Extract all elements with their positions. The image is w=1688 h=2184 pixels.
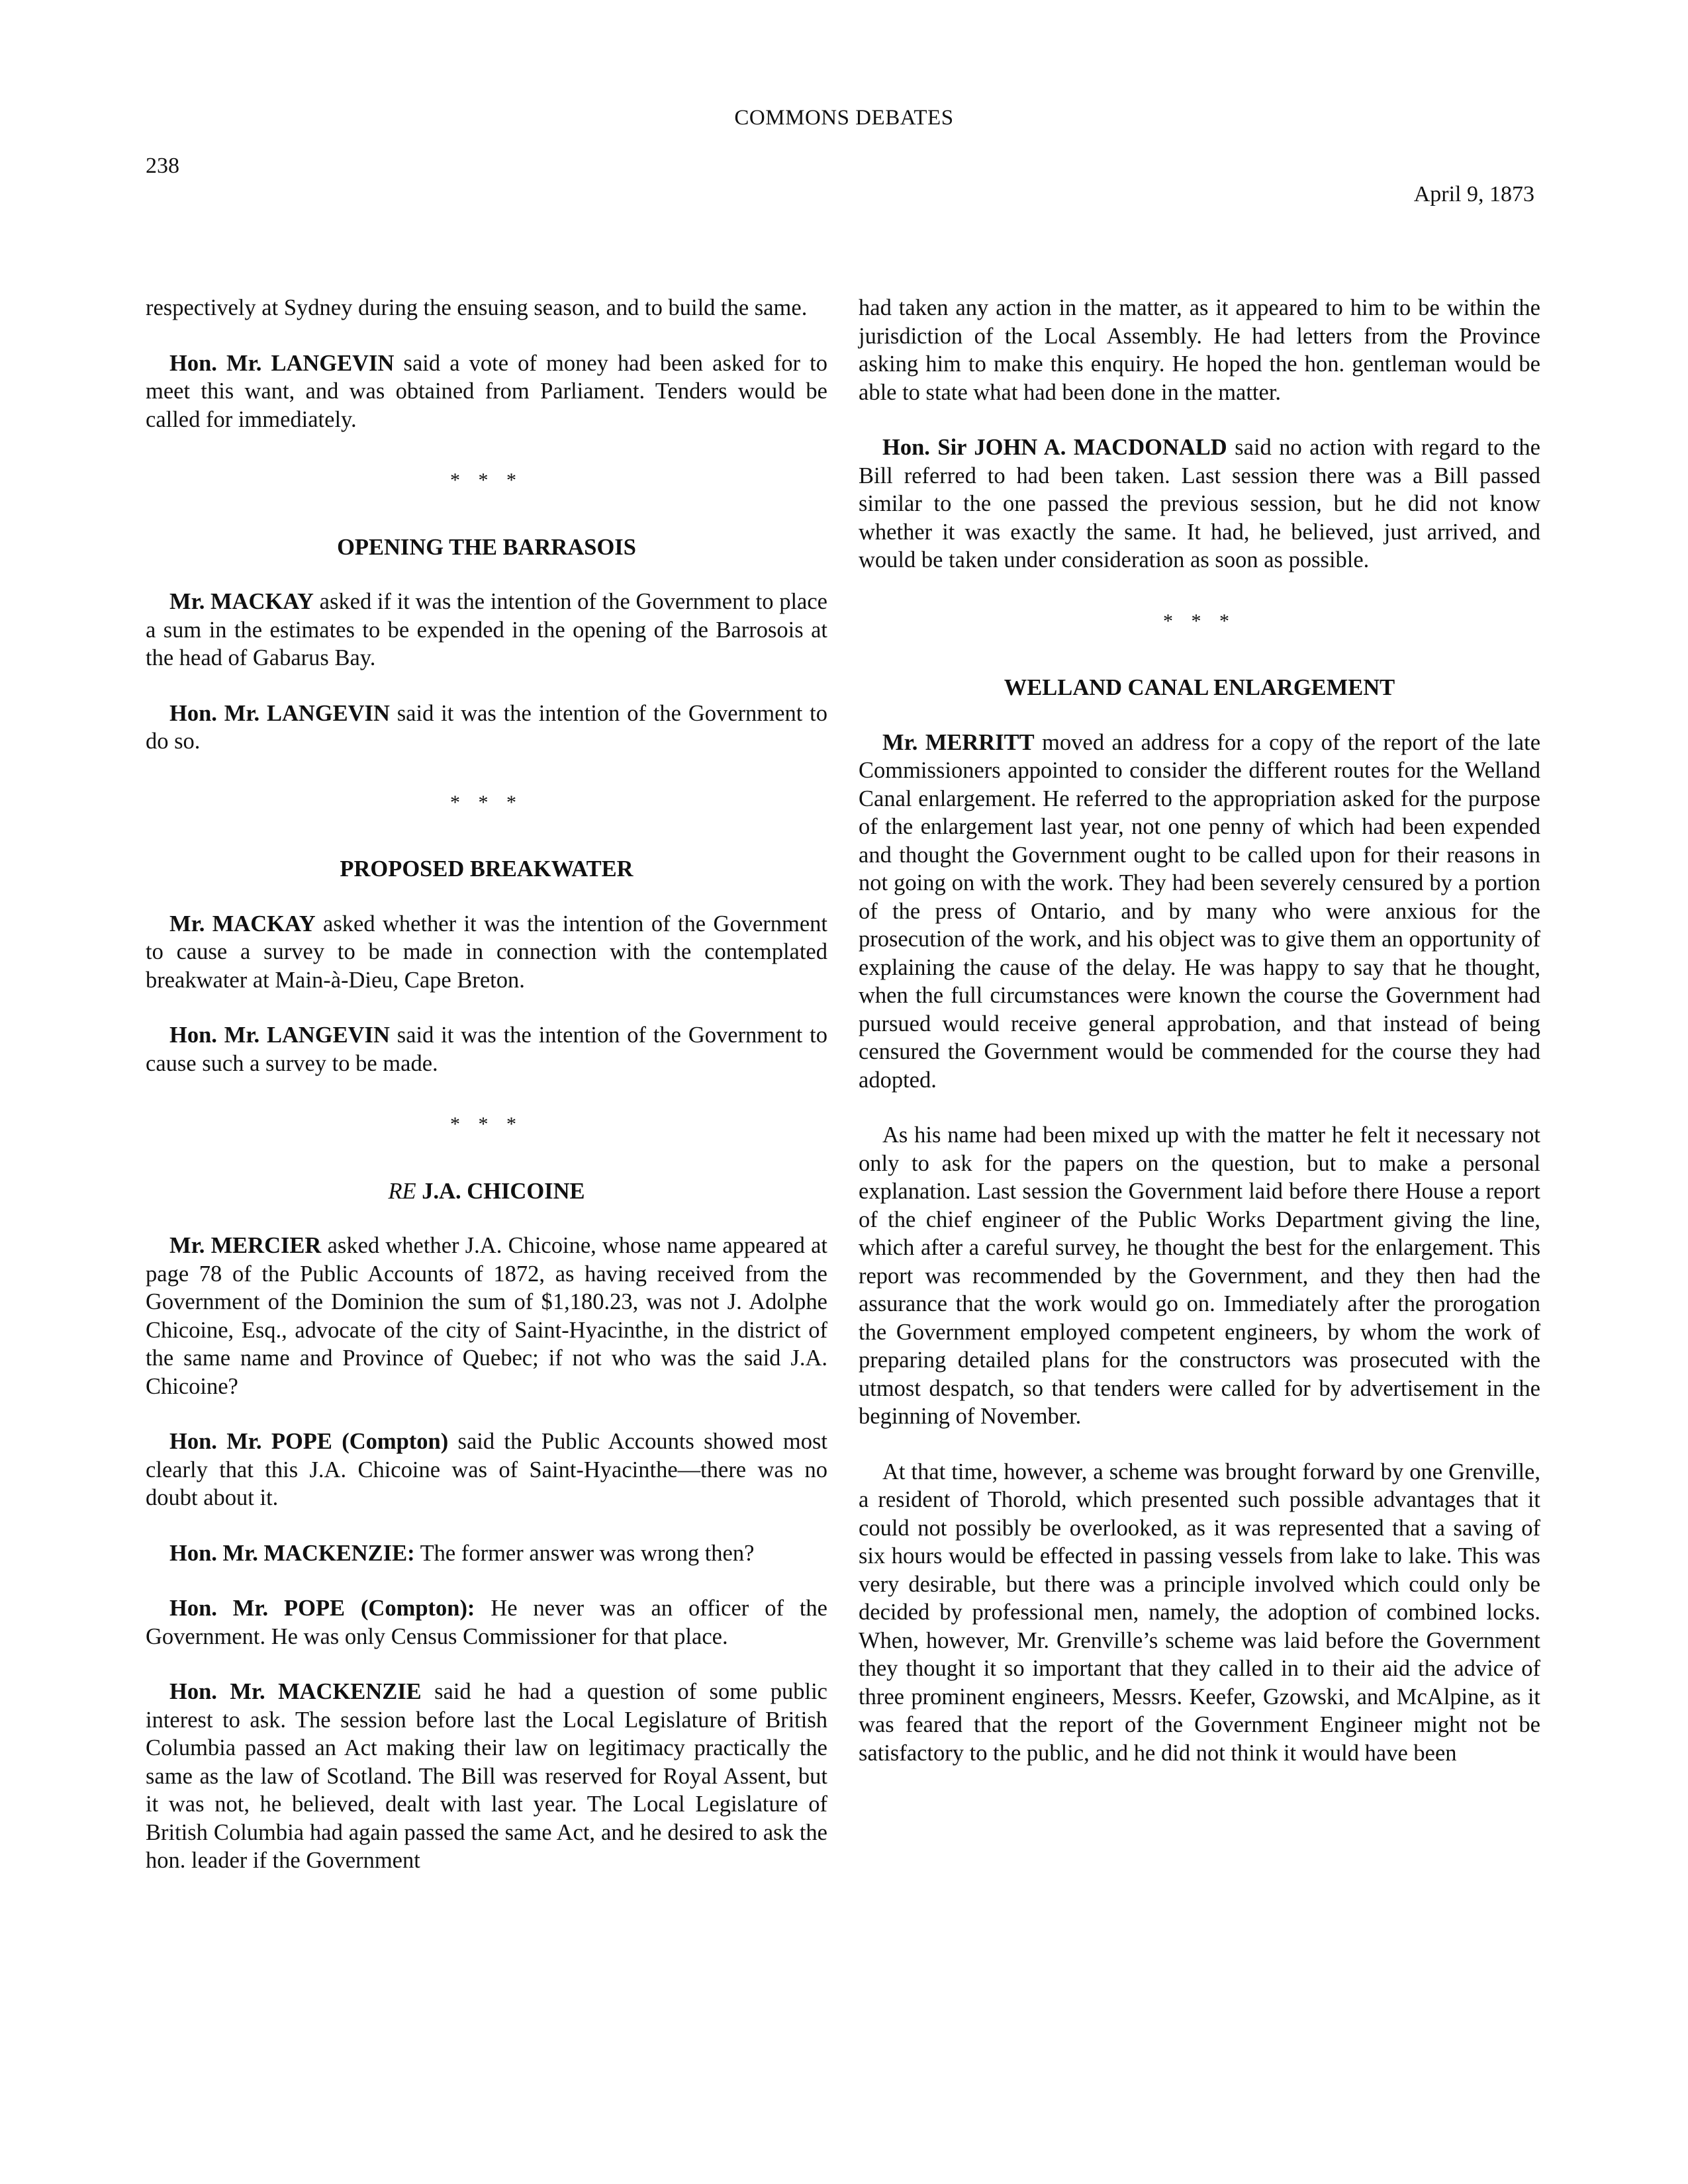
speech-text: asked whether it was the intention of the Government to cause a survey to be made in connection with the contemplated breakwater at Main-à-Dieu, Cape Breton. (146, 911, 827, 993)
speech-paragraph (859, 433, 1540, 574)
speaker-name: Hon. Mr. POPE (Compton) (169, 1429, 449, 1454)
speech-paragraph (146, 1428, 827, 1512)
speech-paragraph (146, 1678, 827, 1875)
speech-paragraph (146, 700, 827, 756)
speaker-name: Mr. MERRITT (882, 729, 1035, 755)
speech-paragraph (146, 910, 827, 995)
section-heading: WELLAND CANAL ENLARGEMENT (1004, 675, 1395, 700)
section-separator: * * * (1163, 610, 1236, 632)
speaker-name: Mr. MACKAY (169, 911, 316, 936)
speech-text: said no action with regard to the Bill referred to had been taken. Last session there was a Bill passed similar to the one passed the previous session, but he did not know whether it was exactly the same. It had, he believed, just arrived, and would be taken under consideration as soon as possible. (859, 435, 1540, 572)
speaker-name: Hon. Mr. LANGEVIN (169, 700, 390, 726)
speech-text: said a vote of money had been asked for to meet this want, and was obtained from Parliament. Tenders would be called for immediately. (146, 350, 827, 432)
speech-text: said it was the intention of the Government to cause such a survey to be made. (146, 1023, 827, 1076)
page-number: 238 (146, 154, 179, 178)
speech-paragraph (146, 1594, 827, 1651)
heading-text: J.A. CHICOINE (416, 1178, 585, 1204)
speech-text: asked whether J.A. Chicoine, whose name appeared at page 78 of the Public Accounts of 1872, as having received from the Government of the Dominion the sum of $1,180.23, was not J. Adolphe Chicoine, Esq., advocate of the city of Saint-Hyacinthe, in the district of the same name and Province of Quebec; if not who was the said J.A. Chicoine? (146, 1233, 827, 1399)
page-date: April 9, 1873 (1413, 182, 1534, 206)
paragraph: As his name had been mixed up with the matter he felt it necessary not only to ask for the papers on the question, but to make a personal explanation. Last session the Government laid before there House a report of the chief engineer of the Public Works Department giving the line, which after a careful survey, he thought the best for the enlargement. This report was recommended by the Government, and they then had the assurance that the work would go on. Immediately after the prorogation the Government employed competent engineers, by whom the work of preparing detailed plans for the constructors was prosecuted with the utmost despatch, so that tenders were called for by advertisement in the beginning of November. (859, 1122, 1540, 1429)
speech-paragraph (146, 1539, 827, 1568)
speech-paragraph (146, 588, 827, 672)
speech-text: He never was an officer of the Government. He was only Census Commissioner for that place. (146, 1596, 827, 1649)
running-head: COMMONS DEBATES (734, 106, 954, 130)
paragraph: At that time, however, a scheme was brought forward by one Grenville, a resident of Thorold, which presented such possible advantages that it could not possibly be overlooked, as it was represented that a saving of six hours would be effected in passing vessels from lake to lake. This was very desirable, but there was a principle involved which could only be decided by professional men, namely, the adoption of combined locks. When, however, Mr. Grenville’s scheme was laid before the Government they thought it so important that they called in to their aid the advice of three prominent engineers, Messrs. Keefer, Gzowski, and McAlpine, as it was feared that the report of the Government Engineer might not be satisfactory to the public, and he did not think it would have been (859, 1459, 1540, 1766)
speech-text: said the Public Accounts showed most clearly that this J.A. Chicoine was of Saint-Hyacinthe—there was no doubt about it. (146, 1429, 827, 1510)
section-heading (146, 1177, 827, 1206)
speaker-name: Hon. Mr. LANGEVIN (169, 1023, 390, 1048)
speech-text: said it was the intention of the Government to do so. (146, 700, 827, 754)
section-heading: OPENING THE BARRASOIS (337, 534, 636, 560)
speaker-name: Mr. MERCIER (169, 1233, 322, 1258)
speech-text: The former answer was wrong then? (414, 1540, 755, 1566)
section-separator: * * * (450, 791, 523, 813)
speaker-name: Mr. MACKAY (169, 589, 314, 614)
speaker-name: Hon. Mr. MACKENZIE: (169, 1540, 415, 1566)
speech-text: moved an address for a copy of the report of the late Commissioners appointed to consider the different routes for the Welland Canal enlargement. He referred to the appropriation asked for the purpose of the enlargement last year, not one penny of which had been expended and thought the Government ought to be called upon for their reasons in not going on with the work. They had been severely censured by a portion of the press of Ontario, and by many who were anxious for the prosecution of the work, and his object was to give them an opportunity of explaining the cause of the delay. He was happy to say that he thought, when the full circumstances were known the course the Government had pursued would receive general approbation, and that instead of being censured the Government would be commended for the course they had adopted. (859, 729, 1541, 1093)
speaker-name: Hon. Mr. POPE (Compton): (169, 1596, 475, 1621)
right-column (859, 294, 1540, 1794)
speech-paragraph (859, 729, 1540, 1095)
speech-paragraph (146, 1021, 827, 1077)
speaker-name: Hon. Sir JOHN A. MACDONALD (882, 435, 1227, 460)
paragraph: respectively at Sydney during the ensuing season, and to build the same. (146, 295, 808, 320)
speaker-name: Hon. Mr. MACKENZIE (169, 1679, 422, 1704)
heading-prefix: RE (388, 1178, 416, 1204)
section-separator: * * * (450, 469, 523, 491)
section-separator: * * * (450, 1113, 523, 1135)
speech-paragraph (146, 1232, 827, 1400)
speech-text: said he had a question of some public interest to ask. The session before last the Local Legislature of British Columbia passed an Act making their law on legitimacy practically the same as the law of Scotland. The Bill was reserved for Royal Assent, but it was not, he believed, dealt with last year. The Local Legislature of British Columbia had again passed the same Act, and he desired to ask the hon. leader if the Government (146, 1679, 827, 1873)
speech-paragraph (146, 349, 827, 434)
paragraph: had taken any action in the matter, as it appeared to him to be within the jurisdiction of the Local Assembly. He had letters from the Province asking him to make this enquiry. He hoped the hon. gentleman would be able to state what had been done in the matter. (859, 295, 1540, 405)
speech-text: asked if it was the intention of the Government to place a sum in the estimates to be expended in the opening of the Barrosois at the head of Gabarus Bay. (146, 589, 827, 670)
speaker-name: Hon. Mr. LANGEVIN (169, 350, 395, 376)
left-column (146, 294, 827, 1902)
section-heading: PROPOSED BREAKWATER (340, 856, 633, 882)
